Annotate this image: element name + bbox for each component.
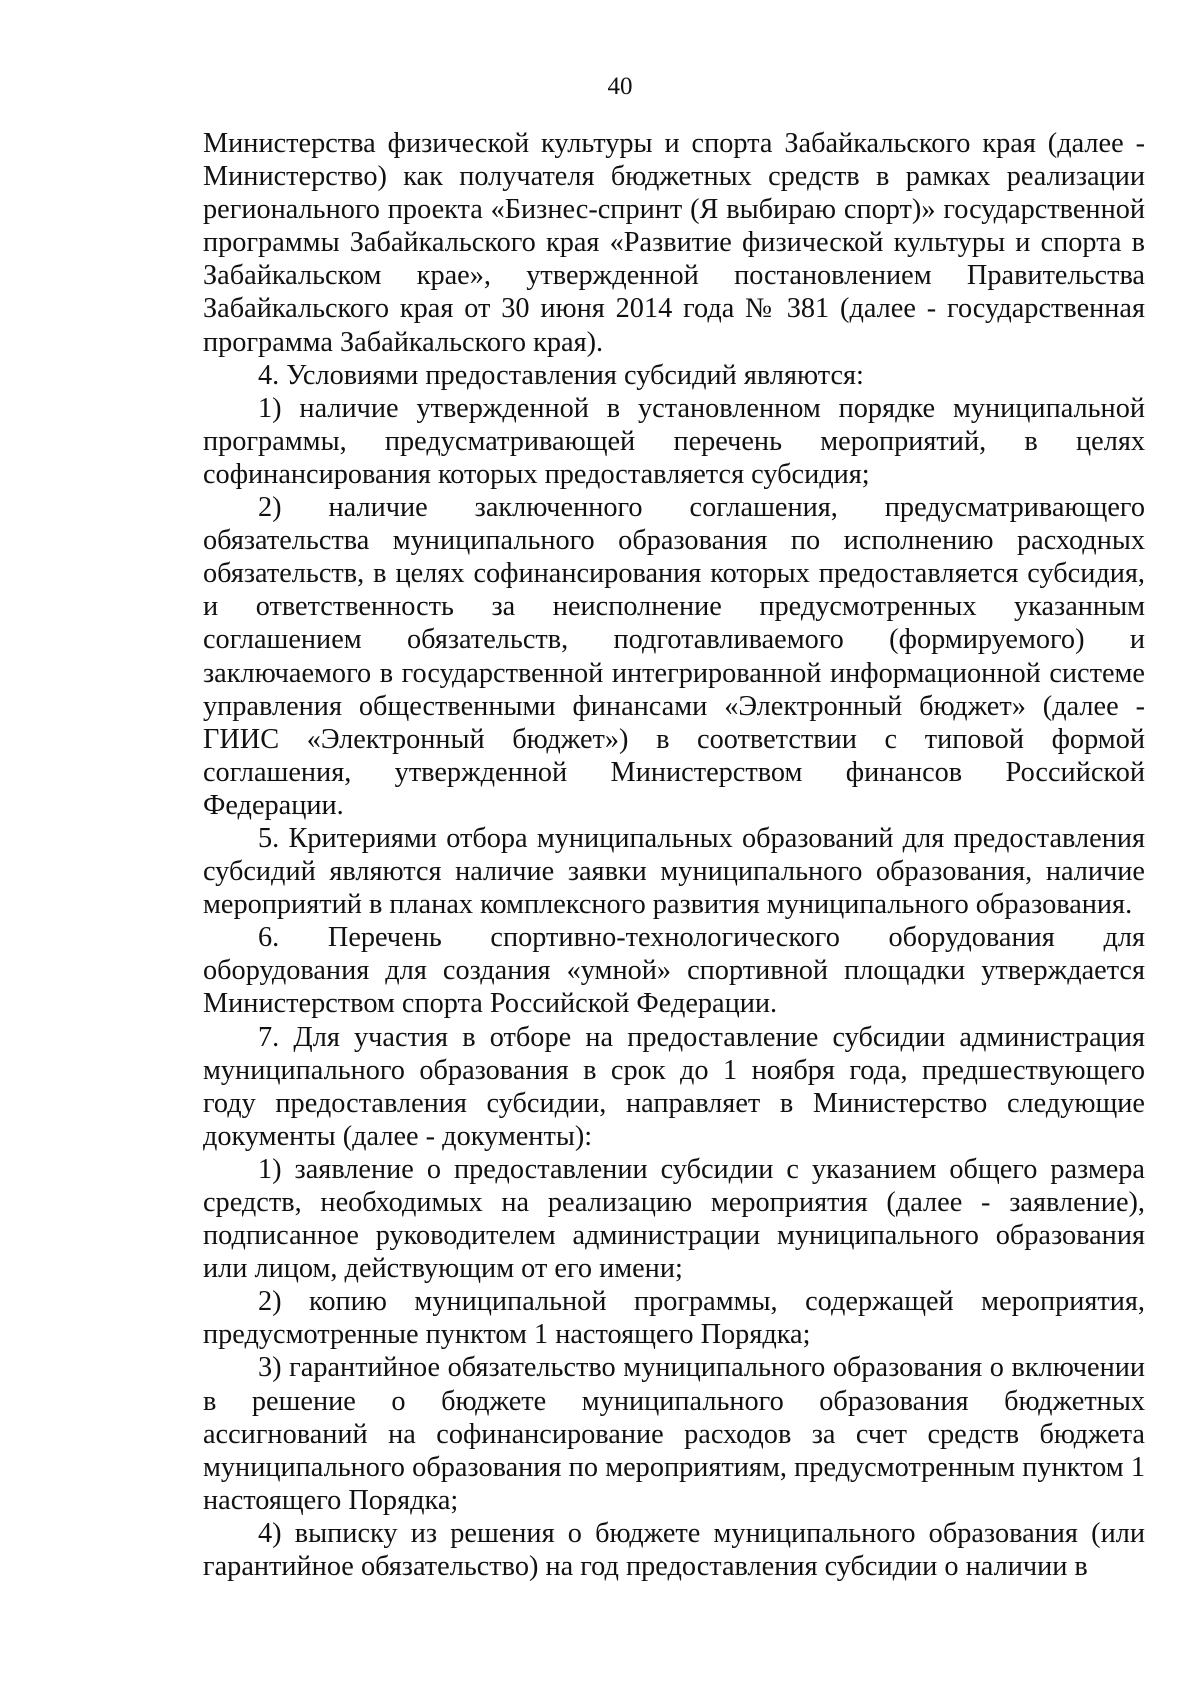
paragraph-section-7: 7. Для участия в отборе на предоставление субсидии администрация муниципального образования в срок до 1 ноября года, предшествующего году предоставления субсидии, направляет в Министерство следующие документы (далее - документы): — [203, 1021, 1145, 1152]
paragraph-section-7-item-1: 1) заявление о предоставлении субсидии с указанием общего размера средств, необходимых на реализацию мероприятия (далее - заявление), подписанное руководителем администрации муниципального образования или лицом, действующим от его имени; — [203, 1153, 1145, 1285]
paragraph-intro-continuation: Министерства физической культуры и спорта Забайкальского края (далее - Министерство) как получателя бюджетных средств в рамках реализации регионального проекта «Бизнес-спринт (Я выбираю спорт)» государственной программы Забайкальского края «Развитие физической культуры и спорта в Забайкальском крае», утвержденной постановлением Правительства Забайкальского края от 30 июня 2014 года № 381 (далее - государственная программа Забайкальского края). — [203, 128, 1145, 358]
document-body — [203, 127, 1145, 1583]
paragraph-section-4: 4. Условиями предоставления субсидий являются: — [258, 359, 864, 391]
page-number: 40 — [607, 73, 633, 100]
paragraph-section-6: 6. Перечень спортивно-технологического оборудования для оборудования для создания «умной» спортивной площадки утверждается Министерством спорта Российской Федерации. — [203, 922, 1145, 1020]
paragraph-section-4-item-1: 1) наличие утвержденной в установленном порядке муниципальной программы, предусматривающей перечень мероприятий, в целях софинансирования которых предоставляется субсидия; — [203, 392, 1145, 490]
paragraph-section-7-item-2: 2) копию муниципальной программы, содержащей мероприятия, предусмотренные пунктом 1 настоящего Порядка; — [203, 1286, 1145, 1351]
paragraph-section-7-item-4: 4) выписку из решения о бюджете муниципального образования (или гарантийное обязательство) на год предоставления субсидии о наличии в — [203, 1517, 1145, 1583]
paragraph-section-5: 5. Критериями отбора муниципальных образований для предоставления субсидий являются наличие заявки муниципального образования, наличие мероприятий в планах комплексного развития муниципального образования. — [203, 822, 1145, 921]
paragraph-section-7-item-3: 3) гарантийное обязательство муниципального образования о включении в решение о бюджете муниципального образования бюджетных ассигнований на софинансирование расходов за счет средств бюджета муниципального образования по мероприятиям, предусмотренным пунктом 1 настоящего Порядка; — [203, 1352, 1145, 1516]
paragraph-section-4-item-2: 2) наличие заключенного соглашения, предусматривающего обязательства муниципального образования по исполнению расходных обязательств, в целях софинансирования которых предоставляется субсидия, и ответственность за неисполнение предусмотренных указанным соглашением обязательств, подготавливаемого (формируемого) и заключаемого в государственной интегрированной информационной системе управления общественными финансами «Электронный бюджет» (далее - ГИИС «Электронный бюджет») в соответствии с типовой формой соглашения, утвержденной Министерством финансов Российской Федерации. — [203, 492, 1145, 821]
